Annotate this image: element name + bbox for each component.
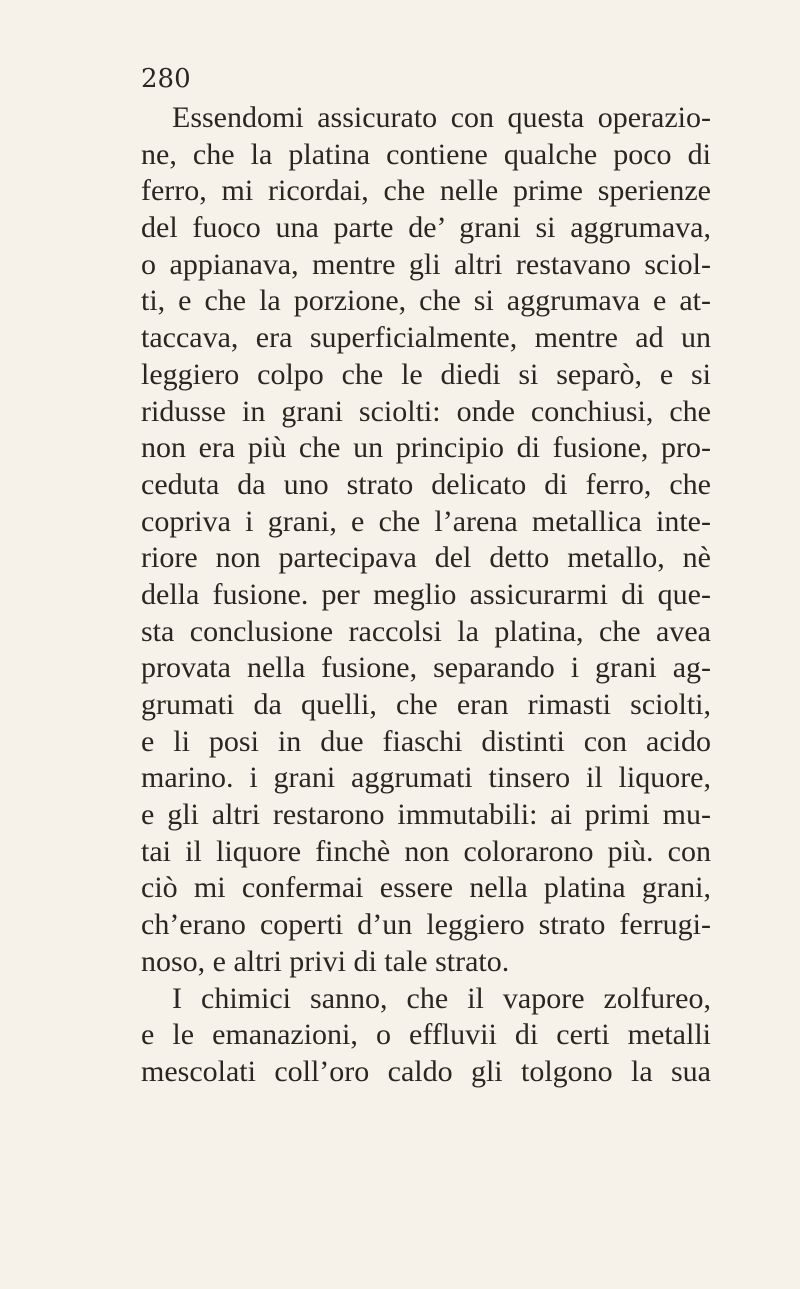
text-line: ferro, mi ricordai, che nelle prime sperienze	[141, 174, 711, 208]
text-line: e li posi in due fiaschi distinti con acido	[141, 724, 711, 758]
page-number: 280	[141, 64, 191, 94]
text-line: sta conclusione raccolsi la platina, che avea	[141, 614, 711, 648]
text-line: noso, e altri privi di tale strato.	[141, 944, 510, 978]
text-line: taccava, era superficialmente, mentre ad un	[141, 321, 711, 355]
text-line: e gli altri restarono immutabili: ai primi mu-	[141, 798, 711, 832]
body-text	[141, 100, 711, 1091]
text-line: I chimici sanno, che il vapore zolfureo,	[172, 981, 711, 1015]
text-line: ne, che la platina contiene qualche poco di	[141, 137, 711, 171]
text-line: ch’erano coperti d’un leggiero strato ferrugi-	[141, 908, 711, 942]
text-line: Essendomi assicurato con questa operazio-	[172, 101, 711, 134]
text-line: e le emanazioni, o effluvii di certi metalli	[141, 1018, 711, 1052]
text-line: ti, e che la porzione, che si aggrumava e at-	[141, 284, 711, 318]
text-line: non era più che un principio di fusione, pro-	[141, 431, 711, 465]
text-line: della fusione. per meglio assicurarmi di que-	[141, 577, 711, 611]
text-line: provata nella fusione, separando i grani ag-	[141, 651, 711, 685]
text-line: marino. i grani aggrumati tinsero il liquore,	[141, 761, 711, 795]
text-line: ciò mi confermai essere nella platina grani,	[141, 871, 711, 905]
text-line: tai il liquore finchè non colorarono più. con	[141, 834, 711, 868]
text-line: ridusse in grani sciolti: onde conchiusi, che	[141, 394, 711, 428]
text-line: del fuoco una parte de’ grani si aggrumava,	[141, 211, 711, 245]
text-line: grumati da quelli, che eran rimasti sciolti,	[141, 688, 711, 721]
text-line: mescolati coll’oro caldo gli tolgono la sua	[141, 1054, 711, 1088]
text-line: ceduta da uno strato delicato di ferro, che	[141, 467, 711, 501]
text-line: leggiero colpo che le diedi si separò, e si	[141, 357, 711, 391]
text-line: riore non partecipava del detto metallo, nè	[141, 541, 711, 575]
text-line: o appianava, mentre gli altri restavano sciol-	[141, 247, 711, 281]
text-line: copriva i grani, e che l’arena metallica inte-	[141, 504, 711, 538]
